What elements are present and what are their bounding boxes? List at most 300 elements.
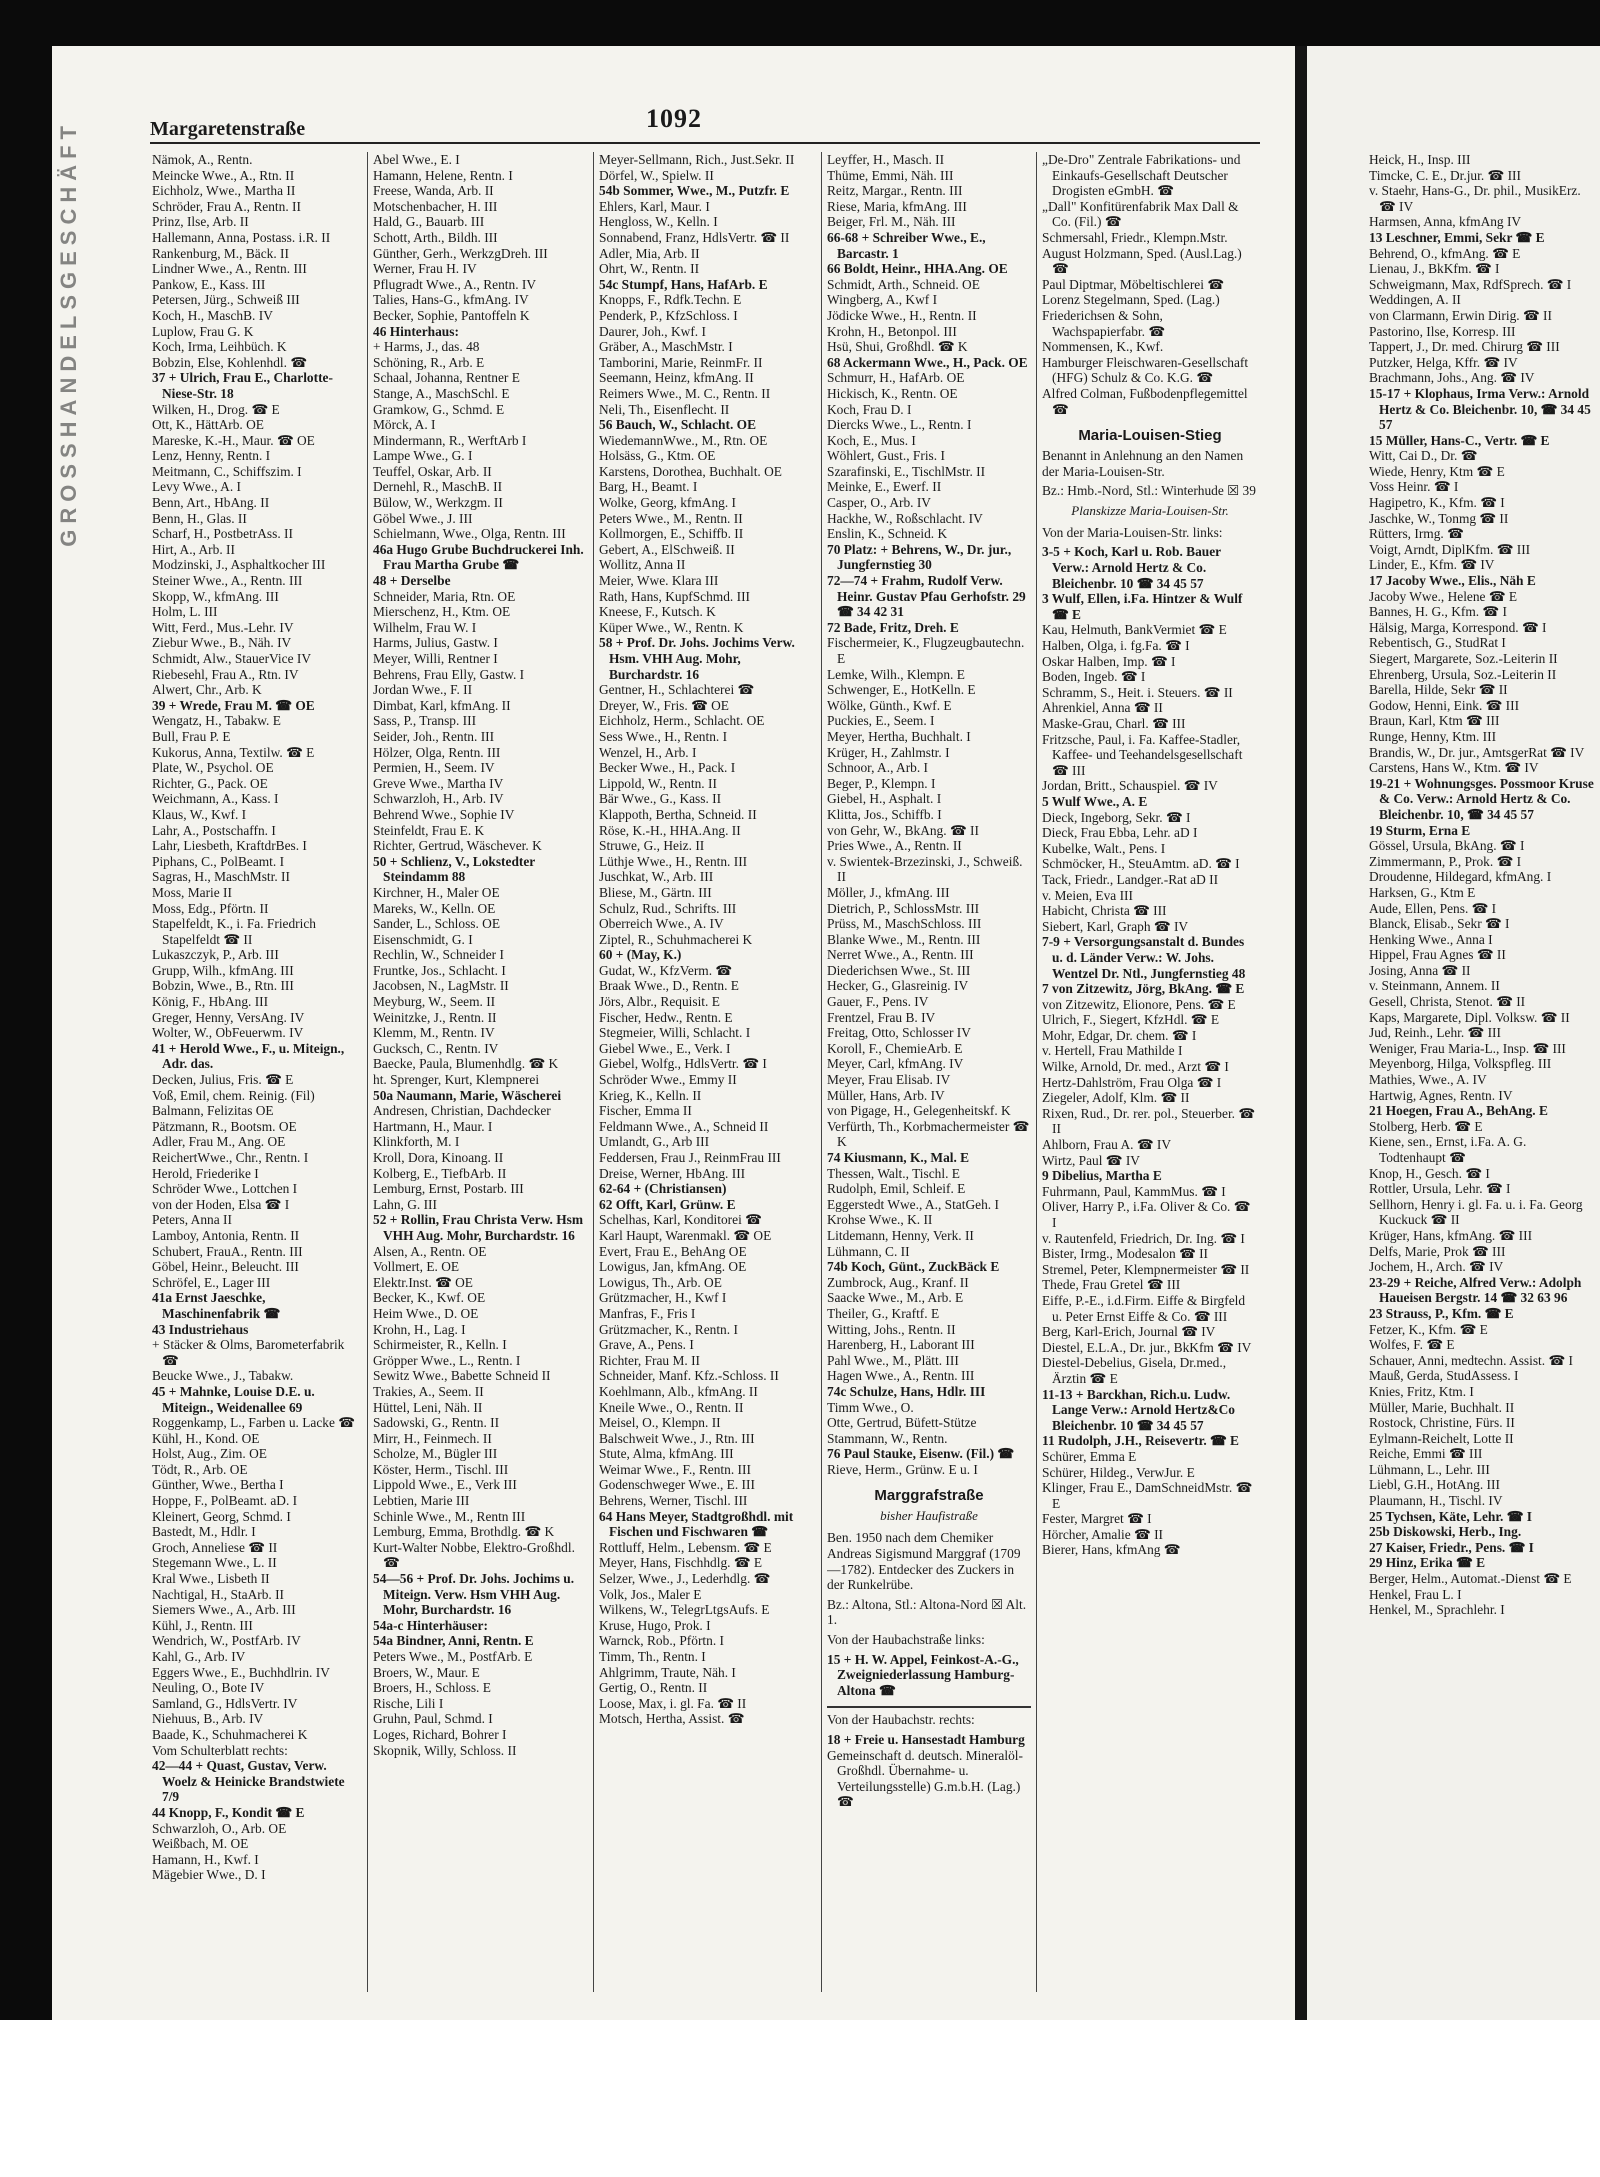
house-number-entry: 42—44 + Quast, Gustav, Verw. Woelz & Heinicke Brandstwiete 7/9 bbox=[152, 1758, 345, 1805]
resident-entry: Oberreich Wwe., A. IV bbox=[599, 916, 724, 932]
resident-entry: Gramkow, G., Schmd. E bbox=[373, 401, 505, 417]
resident-entry: Jacoby Wwe., Helene ☎ E bbox=[1369, 588, 1518, 604]
resident-entry: Eylmann-Reichelt, Lotte II bbox=[1369, 1430, 1514, 1446]
resident-entry: Hartmann, H., Maur. I bbox=[373, 1118, 493, 1134]
house-number-entry: 50 + Schlienz, V., Lokstedter Steindamm 88 bbox=[373, 853, 536, 885]
resident-entry: Rankenburg, M., Bäck. II bbox=[152, 245, 289, 261]
resident-entry: Sagras, H., MaschMstr. II bbox=[152, 869, 290, 885]
resident-entry: Hengloss, W., Kelln. I bbox=[599, 214, 718, 230]
resident-entry: Schmidt, Alw., StauerVice IV bbox=[152, 651, 311, 666]
resident-entry: Wolke, Georg, kfmAng. I bbox=[599, 495, 737, 511]
resident-entry: Schweigmann, Max, RdfSprech. ☎ I bbox=[1369, 276, 1572, 292]
resident-entry: Meitmann, C., Schiffszim. I bbox=[152, 463, 302, 479]
resident-entry: Mauß, Gerda, StudAssess. I bbox=[1369, 1368, 1519, 1384]
resident-entry: König, F., HbAng. III bbox=[152, 994, 269, 1010]
page-number: 1092 bbox=[646, 104, 702, 133]
resident-entry: Pastorino, Ilse, Korresp. III bbox=[1369, 323, 1516, 339]
house-number-entry: 18 + Freie u. Hansestadt Hamburg bbox=[827, 1732, 1025, 1747]
resident-entry: Hälsig, Marga, Korrespond. ☎ I bbox=[1369, 619, 1547, 635]
house-number-entry: 41 + Herold Wwe., F., u. Miteign., Adr. das. bbox=[152, 1040, 345, 1072]
resident-entry: Piphans, C., PolBeamt. I bbox=[152, 853, 285, 869]
resident-entry: Rath, Hans, KupfSchmd. III bbox=[599, 588, 750, 604]
resident-entry: Witt, Cai D., Dr. ☎ bbox=[1369, 448, 1478, 464]
resident-entry: Klemm, M., Rentn. IV bbox=[373, 1025, 495, 1041]
resident-entry: Fuhrmann, Paul, KammMus. ☎ I bbox=[1042, 1183, 1226, 1199]
resident-entry: Hackhe, W., Roßschlacht. IV bbox=[827, 510, 983, 526]
resident-entry: Heick, H., Insp. III bbox=[1369, 152, 1471, 167]
resident-entry: Ott, K., HättArb. OE bbox=[152, 417, 264, 433]
resident-entry: Gebert, A., ElSchweiß. II bbox=[599, 541, 735, 557]
resident-entry: Lahr, A., Postschaffn. I bbox=[152, 822, 276, 838]
resident-entry: Lühmann, L., Lehr. III bbox=[1369, 1461, 1490, 1477]
resident-entry: Weimar Wwe., F., Rentn. III bbox=[599, 1461, 751, 1477]
street-description: Bz.: Hmb.-Nord, Stl.: Winterhude ☒ 39 bbox=[1042, 483, 1256, 499]
house-number-entry: 3-5 + Koch, Karl u. Rob. Bauer Verw.: Arnold Hertz & Co. Bleichenbr. 10 ☎ 34 45 57 bbox=[1042, 544, 1221, 591]
house-number-entry: 45 + Mahnke, Louise D.E. u. Miteign., Weidenallee 69 bbox=[152, 1383, 315, 1415]
resident-entry: Siegert, Margarete, Soz.-Leiterin II bbox=[1369, 651, 1558, 666]
resident-entry: Levy Wwe., A. I bbox=[152, 479, 241, 495]
resident-entry: Dreyer, W., Fris. ☎ OE bbox=[599, 697, 729, 713]
resident-entry: Mägebier Wwe., D. I bbox=[152, 1867, 266, 1883]
house-number-entry: 7-9 + Versorgungsanstalt d. Bundes u. d. Länder Verw.: W. Johs. Wentzel Dr. Ntl., Jungfernstieg 48 bbox=[1042, 934, 1246, 981]
house-number-entry: 15 Müller, Hans-C., Vertr. ☎ E bbox=[1369, 432, 1550, 448]
resident-entry: von Clarmann, Erwin Dirig. ☎ II bbox=[1369, 307, 1552, 323]
house-number-entry: 74 Kiusmann, K., Mal. E bbox=[827, 1150, 970, 1165]
resident-entry: Reiche, Emmi ☎ III bbox=[1369, 1446, 1483, 1462]
resident-entry: Lowigus, Jan, kfmAng. OE bbox=[599, 1259, 747, 1275]
resident-entry: Wolter, W., ObFeuerwm. IV bbox=[152, 1025, 304, 1041]
resident-entry: Rebentisch, G., StudRat I bbox=[1369, 635, 1506, 651]
resident-entry: Pankow, E., Kass. III bbox=[152, 276, 266, 292]
resident-entry: Godow, Henni, Eink. ☎ III bbox=[1369, 697, 1520, 713]
resident-entry: Schmidt, Arth., Schneid. OE bbox=[827, 276, 980, 292]
resident-entry: Stegmeier, Willi, Schlacht. I bbox=[599, 1025, 751, 1041]
resident-entry: Grave, A., Pens. I bbox=[599, 1337, 694, 1353]
house-number-entry: 3 Wulf, Ellen, i.Fa. Hintzer & Wulf ☎ E bbox=[1042, 591, 1243, 622]
resident-entry: Motschenbacher, H. III bbox=[373, 198, 498, 214]
resident-entry: Fester, Margret ☎ I bbox=[1042, 1511, 1152, 1527]
resident-entry: Bobzin, Else, Kohlenhdl. ☎ bbox=[152, 354, 308, 370]
house-number-entry: 60 + (May, K.) bbox=[599, 947, 682, 963]
house-number-entry: 74c Schulze, Hans, Hdlr. III bbox=[827, 1383, 986, 1399]
resident-entry: Freitag, Otto, Schlosser IV bbox=[827, 1025, 971, 1041]
resident-entry: Göbel Wwe., J. III bbox=[373, 510, 473, 526]
resident-entry: Eiffe, P.-E., i.d.Firm. Eiffe & Birgfeld u. Peter Ernst Eiffe & Co. ☎ III bbox=[1042, 1292, 1246, 1324]
resident-entry: Schmöcker, H., SteuAmtm. aD. ☎ I bbox=[1042, 856, 1240, 872]
resident-entry: Saacke Wwe., M., Arb. E bbox=[827, 1290, 964, 1306]
resident-entry: Trakies, A., Seem. II bbox=[373, 1383, 484, 1399]
resident-entry: Fischer, Emma II bbox=[599, 1103, 692, 1119]
resident-entry: Skopp, W., kfmAng. III bbox=[152, 588, 279, 604]
resident-entry: Hamann, Helene, Rentn. I bbox=[373, 167, 513, 183]
resident-entry: Rütters, Irmg. ☎ bbox=[1369, 526, 1464, 542]
resident-entry: Barella, Hilde, Sekr ☎ II bbox=[1369, 682, 1508, 698]
resident-entry: Otte, Gertrud, Büfett-Stütze bbox=[827, 1415, 977, 1431]
resident-entry: Holsäss, G., Ktm. OE bbox=[599, 448, 716, 464]
resident-entry: Karl Haupt, Warenmakl. ☎ OE bbox=[599, 1227, 772, 1243]
resident-entry: Müller, Hans, Arb. IV bbox=[827, 1087, 945, 1103]
resident-entry: Barg, H., Beamt. I bbox=[599, 479, 698, 495]
resident-entry: Ziebur Wwe., B., Näh. IV bbox=[152, 635, 292, 651]
resident-entry: Wiede, Henry, Ktm ☎ E bbox=[1369, 463, 1505, 479]
resident-entry: Karstens, Dorothea, Buchhalt. OE bbox=[599, 463, 782, 479]
resident-entry: Jochem, H., Arch. ☎ IV bbox=[1369, 1259, 1504, 1275]
house-number-entry: 76 Paul Stauke, Eisenw. (Fil.) ☎ bbox=[827, 1446, 1015, 1462]
resident-entry: ht. Sprenger, Kurt, Klempnerei bbox=[373, 1072, 540, 1088]
resident-entry: Grupp, Wilh., kfmAng. III bbox=[152, 962, 294, 978]
resident-entry: v. Swientek-Brzezinski, J., Schweiß. II bbox=[827, 853, 1023, 885]
resident-entry: Schmersahl, Friedr., Klempn.Mstr. bbox=[1042, 229, 1228, 245]
resident-entry: Günther, Wwe., Bertha I bbox=[152, 1477, 284, 1493]
resident-entry: Wingberg, A., Kwf I bbox=[827, 292, 938, 308]
resident-entry: Bull, Frau P. E bbox=[152, 728, 231, 744]
resident-entry: Mörck, A. I bbox=[373, 417, 436, 433]
resident-entry: Wirtz, Paul ☎ IV bbox=[1042, 1152, 1140, 1168]
resident-entry: Stange, A., MaschSchl. E bbox=[373, 385, 510, 401]
resident-entry: Tappert, J., Dr. med. Chirurg ☎ III bbox=[1369, 339, 1560, 355]
resident-entry: Dörfel, W., Spielw. II bbox=[599, 167, 714, 183]
resident-entry: Skopnik, Willy, Schloss. II bbox=[373, 1742, 517, 1758]
resident-entry: Zumbrock, Aug., Kranf. II bbox=[827, 1274, 969, 1290]
resident-entry: Hoppe, F., PolBeamt. aD. I bbox=[152, 1493, 298, 1509]
resident-entry: Weddingen, A. II bbox=[1369, 292, 1461, 308]
resident-entry: Balschweit Wwe., J., Rtn. III bbox=[599, 1430, 755, 1446]
resident-entry: Teuffel, Oskar, Arb. II bbox=[373, 463, 492, 479]
resident-entry: Nommensen, K., Kwf. bbox=[1042, 339, 1164, 355]
resident-entry: Liebl, G.H., HotAng. III bbox=[1369, 1477, 1500, 1493]
resident-entry: Mareks, W., Kelln. OE bbox=[373, 900, 496, 916]
resident-entry: Paul Diptmar, Möbeltischlerei ☎ bbox=[1042, 276, 1225, 292]
house-number-entry: 29 Hinz, Erika ☎ E bbox=[1369, 1555, 1486, 1571]
resident-entry: Eggerstedt Wwe., A., StatGeh. I bbox=[827, 1196, 999, 1212]
resident-entry: Mareske, K.-H., Maur. ☎ OE bbox=[152, 432, 315, 448]
resident-entry: Schelhas, Karl, Konditorei ☎ bbox=[599, 1212, 762, 1228]
resident-entry: Meyenborg, Hilga, Volkspfleg. III bbox=[1369, 1056, 1552, 1072]
resident-entry: Lienau, J., BkKfm. ☎ I bbox=[1369, 261, 1500, 277]
header-rule bbox=[150, 142, 1260, 144]
resident-entry: Niehuus, B., Arb. IV bbox=[152, 1711, 264, 1727]
resident-entry: Elektr.Inst. ☎ OE bbox=[373, 1274, 473, 1290]
resident-entry: Koch, Frau D. I bbox=[827, 401, 912, 417]
resident-entry: Litdemann, Henny, Verk. II bbox=[827, 1227, 974, 1243]
resident-entry: Diestel-Debelius, Gisela, Dr.med., Ärztin ☎ E bbox=[1042, 1355, 1227, 1386]
resident-entry: Timm, Th., Rentn. I bbox=[599, 1649, 706, 1664]
resident-entry: Pätzmann, R., Bootsm. OE bbox=[152, 1118, 297, 1134]
resident-entry: Kurt-Walter Nobbe, Elektro-Großhdl. ☎ bbox=[373, 1539, 575, 1571]
resident-entry: Schinle Wwe., M., Rentn III bbox=[373, 1508, 526, 1524]
resident-entry: Schramm, S., Heit. i. Steuers. ☎ II bbox=[1042, 684, 1233, 700]
column-4 bbox=[827, 152, 1031, 1992]
resident-entry: v. Steinmann, Annem. II bbox=[1369, 978, 1500, 994]
resident-entry: Wendrich, W., PostfArb. IV bbox=[152, 1633, 301, 1649]
resident-entry: Dreise, Werner, HbAng. III bbox=[599, 1165, 746, 1181]
resident-entry: Koch, E., Mus. I bbox=[827, 432, 916, 448]
resident-entry: Meyer, Willi, Rentner I bbox=[373, 651, 498, 666]
resident-entry: Bobzin, Wwe., B., Rtn. III bbox=[152, 978, 294, 994]
resident-entry: Kroll, Dora, Kinoang. II bbox=[373, 1150, 504, 1165]
resident-entry: Seemann, Heinz, kfmAng. II bbox=[599, 370, 754, 386]
resident-entry: Krieg, K., Kelln. II bbox=[599, 1087, 702, 1103]
resident-entry: Jacobsen, N., LagMstr. II bbox=[373, 978, 509, 994]
resident-entry: Greger, Henny, VersAng. IV bbox=[152, 1009, 305, 1025]
house-number-entry: 11 Rudolph, J.H., Reisevertr. ☎ E bbox=[1042, 1433, 1239, 1449]
resident-entry: Greve Wwe., Martha IV bbox=[373, 775, 504, 791]
house-number-entry: 54a-c Hinterhäuser: bbox=[373, 1617, 488, 1633]
resident-entry: Oliver, Harry P., i.Fa. Oliver & Co. ☎ I bbox=[1042, 1199, 1251, 1230]
resident-entry: Lamboy, Antonia, Rentn. II bbox=[152, 1227, 300, 1243]
resident-entry: Jödicke Wwe., H., Rentn. II bbox=[827, 307, 977, 323]
resident-entry: Kral Wwe., Lisbeth II bbox=[152, 1571, 270, 1587]
resident-entry: Umlandt, G., Arb III bbox=[599, 1134, 710, 1150]
resident-entry: Peters Wwe., M., Rentn. II bbox=[599, 510, 743, 526]
book-gutter bbox=[1295, 46, 1307, 2020]
resident-entry: Schirmeister, R., Kelln. I bbox=[373, 1337, 507, 1353]
resident-entry: Klinkforth, M. I bbox=[373, 1134, 460, 1150]
house-number-entry: 66-68 + Schreiber Wwe., E., Barcastr. 1 bbox=[827, 229, 986, 261]
resident-entry: Kolberg, E., TiefbArb. II bbox=[373, 1165, 507, 1181]
resident-entry: Lemburg, Ernst, Postarb. III bbox=[373, 1181, 524, 1197]
house-number-entry: 41a Ernst Jaeschke, Maschinenfabrik ☎ bbox=[152, 1290, 281, 1321]
resident-entry: Meisel, O., Klempn. II bbox=[599, 1415, 721, 1431]
column-divider bbox=[367, 152, 368, 1992]
resident-entry: Lowigus, Th., Arb. OE bbox=[599, 1274, 722, 1290]
resident-entry: Krohn, H., Betonpol. III bbox=[827, 323, 957, 339]
resident-entry: Schwarzloh, O., Arb. OE bbox=[152, 1820, 287, 1836]
resident-entry: Kleinert, Georg, Schmd. I bbox=[152, 1508, 291, 1524]
resident-entry: Witting, Johs., Rentn. II bbox=[827, 1321, 956, 1337]
resident-entry: Grützmacher, K., Rentn. I bbox=[599, 1321, 738, 1337]
street-description: Benannt in Anlehnung an den Namen der Maria-Louisen-Str. bbox=[1042, 448, 1244, 479]
resident-entry: Lahr, Liesbeth, KraftdrBes. I bbox=[152, 838, 307, 854]
resident-entry: Benn, Art., HbAng. II bbox=[152, 495, 270, 511]
resident-entry: Schwarzloh, H., Arb. IV bbox=[373, 791, 504, 807]
resident-entry: Krüger, Hans, kfmAng. ☎ III bbox=[1369, 1227, 1533, 1243]
house-number-entry: 27 Kaiser, Friedr., Pens. ☎ I bbox=[1369, 1539, 1534, 1555]
resident-entry: Sander, L., Schloss. OE bbox=[373, 916, 501, 932]
resident-entry: Feldmann Wwe., A., Schneid II bbox=[599, 1118, 769, 1134]
resident-entry: Klitta, Jos., Schiffb. I bbox=[827, 806, 942, 822]
resident-entry: Grützmacher, H., Kwf I bbox=[599, 1290, 727, 1306]
resident-entry: Steiner Wwe., A., Rentn. III bbox=[152, 573, 303, 589]
house-number-entry: 7 von Zitzewitz, Jörg, BkAng. ☎ E bbox=[1042, 981, 1245, 997]
column-divider bbox=[821, 152, 822, 1992]
resident-entry: Sass, P., Transp. III bbox=[373, 713, 477, 729]
resident-entry: Fetzer, K., Kfm. ☎ E bbox=[1369, 1321, 1488, 1337]
house-number-entry: 64 Hans Meyer, Stadtgroßhdl. mit Fischen und Fischwaren ☎ bbox=[599, 1508, 794, 1540]
resident-entry: Behrend Wwe., Sophie IV bbox=[373, 806, 515, 822]
house-number-entry: 25 Tychsen, Käte, Lehr. ☎ I bbox=[1369, 1508, 1532, 1524]
resident-entry: Andresen, Christian, Dachdecker bbox=[373, 1103, 551, 1119]
resident-entry: Rieve, Herm., Grünw. E u. I bbox=[827, 1461, 978, 1477]
resident-entry: Lukaszczyk, P., Arb. III bbox=[152, 947, 279, 963]
resident-entry: Dieck, Frau Ebba, Lehr. aD I bbox=[1042, 825, 1198, 841]
resident-entry: Meyburg, W., Seem. II bbox=[373, 994, 496, 1010]
resident-entry: Weichmann, A., Kass. I bbox=[152, 791, 279, 807]
resident-entry: Sadowski, G., Rentn. II bbox=[373, 1415, 500, 1431]
resident-entry: Blanck, Elisab., Sekr ☎ I bbox=[1369, 916, 1510, 932]
resident-entry: Krohn, H., Lag. I bbox=[373, 1321, 466, 1337]
resident-entry: Henking Wwe., Anna I bbox=[1369, 931, 1493, 947]
house-number-entry: 54c Stumpf, Hans, HafArb. E bbox=[599, 276, 768, 292]
resident-entry: Nachtigal, H., StaArb. II bbox=[152, 1586, 285, 1602]
resident-entry: Timm Wwe., O. bbox=[827, 1399, 914, 1415]
resident-entry: Lippold, W., Rentn. II bbox=[599, 775, 717, 791]
resident-entry: Nämok, A., Rentn. bbox=[152, 152, 253, 167]
resident-entry: Kukorus, Anna, Textilw. ☎ E bbox=[152, 744, 315, 760]
resident-entry: Benn, H., Glas. II bbox=[152, 510, 247, 526]
resident-entry: Friederichsen & Sohn, Wachspapierfabr. ☎ bbox=[1042, 307, 1166, 339]
resident-entry: Fischermeier, K., Flugzeugbautechn. E bbox=[827, 635, 1025, 666]
resident-entry: Knopps, F., Rdfk.Techn. E bbox=[599, 292, 742, 308]
resident-entry: Kaps, Margarete, Dipl. Volksw. ☎ II bbox=[1369, 1009, 1570, 1025]
resident-entry: Giebel Wwe., E., Verk. I bbox=[599, 1040, 731, 1056]
resident-entry: Hecker, G., Glasreinig. IV bbox=[827, 978, 969, 994]
resident-entry: Bastedt, M., Hdlr. I bbox=[152, 1524, 256, 1540]
resident-entry: Ohrt, W., Rentn. II bbox=[599, 261, 700, 277]
resident-entry: Wollitz, Anna II bbox=[599, 557, 686, 573]
resident-entry: Hippel, Frau Agnes ☎ II bbox=[1369, 947, 1506, 963]
resident-entry: Pries Wwe., A., Rentn. II bbox=[827, 838, 962, 854]
resident-entry: Gröpper Wwe., L., Rentn. I bbox=[373, 1352, 521, 1368]
resident-entry: Brachmann, Johs., Ang. ☎ IV bbox=[1369, 370, 1535, 386]
resident-entry: Rottluff, Helm., Lebensm. ☎ E bbox=[599, 1539, 772, 1555]
resident-entry: Wilke, Arnold, Dr. med., Arzt ☎ I bbox=[1042, 1059, 1229, 1075]
resident-entry: Daurer, Joh., Kwf. I bbox=[599, 323, 706, 339]
resident-entry: Mierschenz, H., Ktm. OE bbox=[373, 604, 511, 620]
resident-entry: Dernehl, R., MaschB. II bbox=[373, 479, 503, 495]
street-section-subtitle: bisher Haufistraße bbox=[880, 1508, 978, 1524]
resident-entry: Steinfeldt, Frau E. K bbox=[373, 822, 485, 838]
resident-entry: Loges, Richard, Bohrer I bbox=[373, 1726, 507, 1742]
resident-entry: Weinitzke, J., Rentn. II bbox=[373, 1009, 497, 1025]
column-divider bbox=[593, 152, 594, 1992]
resident-entry: Vollmert, E. OE bbox=[373, 1259, 460, 1275]
resident-entry: Oskar Halben, Imp. ☎ I bbox=[1042, 653, 1176, 669]
resident-entry: Maske-Grau, Charl. ☎ III bbox=[1042, 716, 1186, 731]
house-number-entry: 54a Bindner, Anni, Rentn. E bbox=[373, 1633, 534, 1649]
house-number-entry: 23 Strauss, P., Kfm. ☎ E bbox=[1369, 1305, 1514, 1321]
resident-entry: Plate, W., Psychol. OE bbox=[152, 760, 274, 776]
street-header: Margaretenstraße bbox=[150, 118, 306, 140]
resident-entry: Kneile Wwe., O., Rentn. II bbox=[599, 1399, 744, 1415]
resident-entry: Werner, Frau H. IV bbox=[373, 261, 477, 277]
resident-entry: Beger, P., Klempn. I bbox=[827, 775, 936, 791]
resident-entry: Sonnabend, Franz, HdlsVertr. ☎ II bbox=[599, 229, 790, 245]
resident-entry: Stolberg, Herb. ☎ E bbox=[1369, 1118, 1483, 1134]
resident-entry: Wenzel, H., Arb. I bbox=[599, 744, 697, 760]
resident-entry: Schöning, R., Arb. E bbox=[373, 354, 485, 370]
resident-entry: Scharf, H., PostbetrAss. II bbox=[152, 526, 293, 542]
resident-entry: Bülow, W., Werkzgm. II bbox=[373, 495, 503, 511]
resident-entry: Baade, K., Schuhmacherei K bbox=[152, 1726, 308, 1742]
resident-entry: Pflugradt Wwe., A., Rentn. IV bbox=[373, 276, 537, 292]
resident-entry: Richter, G., Pack. OE bbox=[152, 775, 268, 791]
street-section-title: Maria-Louisen-Stieg bbox=[1078, 427, 1222, 445]
resident-entry: Meyer, Frau Elisab. IV bbox=[827, 1072, 951, 1088]
resident-entry: Wöhlert, Gust., Fris. I bbox=[827, 448, 945, 464]
house-number-entry: 19 Sturm, Erna E bbox=[1369, 822, 1471, 838]
resident-entry: Witt, Ferd., Mus.-Lehr. IV bbox=[152, 619, 294, 635]
resident-entry: Lemburg, Emma, Brothdlg. ☎ K bbox=[373, 1524, 555, 1540]
resident-entry: Ahrenkiel, Anna ☎ II bbox=[1042, 700, 1163, 716]
resident-entry: Jörs, Albr., Requisit. E bbox=[599, 994, 720, 1010]
resident-entry: Günther, Gerh., WerkzgDreh. III bbox=[373, 245, 548, 261]
resident-entry: v. Meien, Eva III bbox=[1042, 887, 1133, 903]
street-description: Bz.: Altona, Stl.: Altona-Nord ☒ Alt. 1. bbox=[827, 1596, 1027, 1628]
resident-entry: Carstens, Hans W., Ktm. ☎ IV bbox=[1369, 760, 1539, 776]
resident-entry: Behrend, O., kfmAng. ☎ E bbox=[1369, 245, 1521, 261]
right-page-column bbox=[1369, 152, 1594, 1618]
resident-entry: Bister, Irmg., Modesalon ☎ II bbox=[1042, 1246, 1209, 1262]
resident-entry: Lahn, G. III bbox=[373, 1196, 437, 1212]
resident-entry: Berg, Karl-Erich, Journal ☎ IV bbox=[1042, 1324, 1216, 1340]
resident-entry: Schmurr, H., HafArb. OE bbox=[827, 370, 965, 386]
resident-entry: Szarafinski, E., TischlMstr. II bbox=[827, 463, 986, 479]
resident-entry: von Zitzewitz, Elionore, Pens. ☎ E bbox=[1042, 996, 1236, 1012]
resident-entry: Wengatz, H., Tabakw. E bbox=[152, 713, 281, 729]
resident-entry: Mindermann, R., WerftArb I bbox=[373, 432, 527, 448]
resident-entry: Casper, O., Arb. IV bbox=[827, 495, 931, 511]
resident-entry: ReichertWwe., Chr., Rentn. I bbox=[152, 1150, 309, 1165]
resident-entry: Pahl Wwe., M., Plätt. III bbox=[827, 1352, 959, 1368]
resident-entry: Schwenger, E., HotKelln. E bbox=[827, 682, 976, 698]
resident-entry: Moss, Marie II bbox=[152, 884, 232, 900]
resident-entry: Koehlmann, Alb., kfmAng. II bbox=[599, 1383, 758, 1399]
resident-entry: Möller, J., kfmAng. III bbox=[827, 884, 950, 900]
resident-entry: Harmsen, Anna, kfmAng IV bbox=[1369, 214, 1522, 230]
house-number-entry: 50a Naumann, Marie, Wäscherei bbox=[373, 1087, 562, 1103]
resident-entry: Hallemann, Anna, Postass. i.R. II bbox=[152, 229, 331, 245]
resident-entry: Alwert, Chr., Arb. K bbox=[152, 682, 262, 698]
resident-entry: Kühl, J., Rentn. III bbox=[152, 1617, 253, 1633]
resident-entry: Schürer, Hildeg., VerwJur. E bbox=[1042, 1464, 1195, 1480]
resident-entry: Reimers Wwe., M. C., Rentn. II bbox=[599, 385, 771, 401]
resident-entry: Permien, H., Seem. IV bbox=[373, 760, 495, 776]
resident-entry: Bär Wwe., G., Kass. II bbox=[599, 791, 722, 807]
resident-entry: Kollmorgen, E., Schiffb. II bbox=[599, 526, 744, 542]
resident-entry: Vom Schulterblatt rechts: bbox=[152, 1742, 288, 1758]
resident-entry: Lampe Wwe., G. I bbox=[373, 448, 473, 464]
resident-entry: Lindner Wwe., A., Rentn. III bbox=[152, 261, 307, 277]
resident-entry: Behrens, Werner, Tischl. III bbox=[599, 1493, 748, 1509]
column-1 bbox=[152, 152, 356, 1992]
resident-entry: Ziegeler, Adolf, Klm. ☎ II bbox=[1042, 1090, 1190, 1106]
column-5 bbox=[1042, 152, 1258, 1992]
resident-entry: Beiger, Frl. M., Näh. III bbox=[827, 214, 956, 230]
resident-entry: Giebel, H., Asphalt. I bbox=[827, 791, 942, 807]
house-number-entry: 46 Hinterhaus: bbox=[373, 323, 459, 339]
resident-entry: Tack, Friedr., Landger.-Rat aD II bbox=[1042, 871, 1219, 887]
resident-entry: Baecke, Paula, Blumenhdlg. ☎ K bbox=[373, 1056, 559, 1072]
resident-entry: Behrens, Frau Elly, Gastw. I bbox=[373, 666, 525, 682]
street-section-title: Marggrafstraße bbox=[874, 1487, 984, 1505]
resident-entry: Sellhorn, Henry i. gl. Fa. u. i. Fa. Georg Kuckuck ☎ II bbox=[1369, 1196, 1583, 1228]
resident-entry: Gauer, F., Pens. IV bbox=[827, 994, 929, 1010]
house-number-entry: 37 + Ulrich, Frau E., Charlotte-Niese-Str. 18 bbox=[152, 370, 333, 401]
resident-entry: Köster, Herm., Tischl. III bbox=[373, 1461, 509, 1477]
resident-entry: Gössel, Ursula, BkAng. ☎ I bbox=[1369, 838, 1525, 854]
resident-entry: v. Rautenfeld, Friedrich, Dr. Ing. ☎ I bbox=[1042, 1230, 1245, 1246]
resident-entry: von der Hoden, Elsa ☎ I bbox=[152, 1196, 290, 1212]
resident-entry: Röse, K.-H., HHA.Ang. II bbox=[599, 822, 741, 838]
house-number-entry: 54—56 + Prof. Dr. Johs. Jochims u. Miteign. Verw. Hsm VHH Aug. Mohr, Burchardstr. 16 bbox=[373, 1571, 575, 1618]
resident-entry: von Pigage, H., Gelegenheitskf. K bbox=[827, 1103, 1011, 1119]
resident-entry: Seider, Joh., Rentn. III bbox=[373, 728, 495, 744]
resident-entry: Giebel, Wolfg., HdlsVertr. ☎ I bbox=[599, 1056, 767, 1072]
resident-entry: Kirchner, H., Maler OE bbox=[373, 884, 500, 900]
resident-entry: Fritzsche, Paul, i. Fa. Kaffee-Stadler, Kaffee- und Teehandelsgesellschaft ☎ III bbox=[1042, 731, 1243, 778]
resident-entry: Luplow, Frau G. K bbox=[152, 323, 254, 339]
